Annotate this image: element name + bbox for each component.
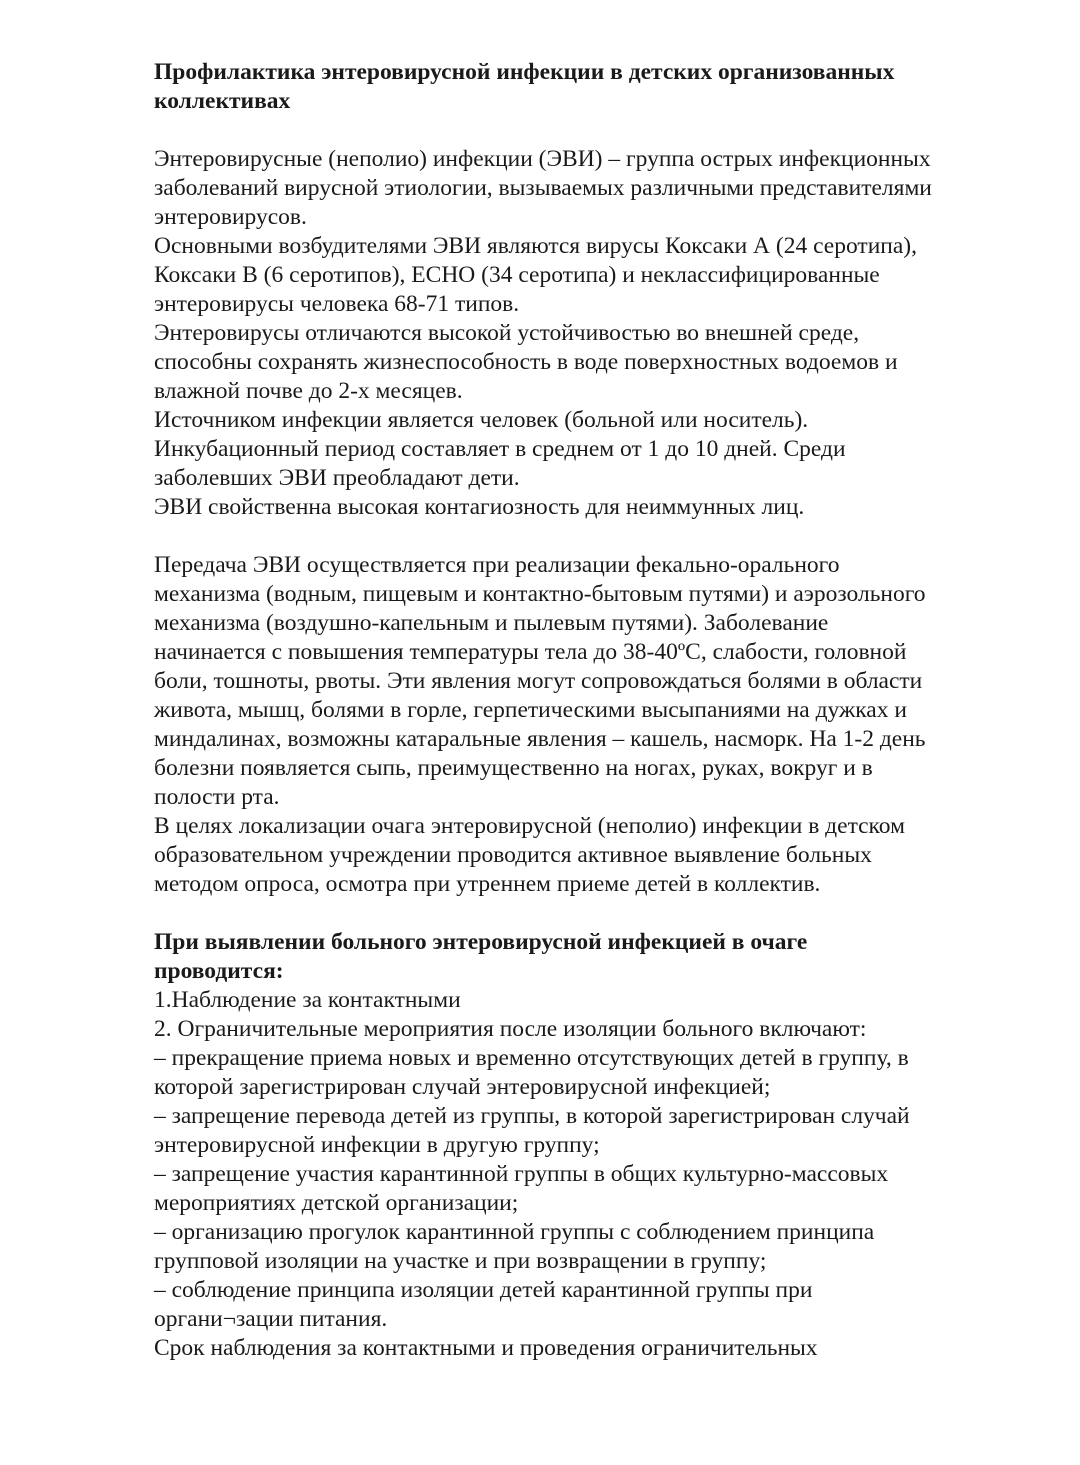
text-line: – прекращение приема новых и временно отсутствующих детей в группу, в (154, 1045, 909, 1071)
text-line: В целях локализации очага энтеровирусной (неполио) инфекции в детском (154, 813, 905, 839)
text-line: Источником инфекции является человек (больной или носитель). (154, 407, 809, 433)
document-title (154, 58, 1024, 116)
text-line: мероприятиях детской организации; (154, 1190, 519, 1216)
text-line: органи¬зации питания. (154, 1306, 388, 1332)
text-line: способны сохранять жизнеспособность в воде поверхностных водоемов и (154, 349, 898, 375)
text-line: которой зарегистрирован случай энтеровирусной инфекцией; (154, 1074, 771, 1100)
text-line: ЭВИ свойственна высокая контагиозность для неиммунных лиц. (154, 494, 805, 520)
text-line: живота, мышц, болями в горле, герпетическими высыпаниями на дужках и (154, 697, 907, 723)
paragraph-gap (154, 899, 1024, 928)
text-line: боли, тошноты, рвоты. Эти явления могут сопровождаться болями в области (154, 668, 923, 694)
text-line: Срок наблюдения за контактными и проведения ограничительных (154, 1335, 818, 1361)
document-page (154, 58, 1024, 1363)
subheading-line: проводится: (154, 958, 284, 984)
text-line: 1.Наблюдение за контактными (154, 987, 461, 1013)
text-line: 2. Ограничительные мероприятия после изоляции больного включают: (154, 1016, 867, 1042)
text-line: – организацию прогулок карантинной группы с соблюдением принципа (154, 1219, 875, 1245)
text-line: образовательном учреждении проводится активное выявление больных (154, 842, 872, 868)
text-line: Передача ЭВИ осуществляется при реализации фекально‑орального (154, 552, 840, 578)
text-line: Коксаки В (6 серотипов), ЕСНО (34 серотипа) и неклассифицированные (154, 262, 880, 288)
text-line: полости рта. (154, 784, 280, 810)
text-line: Основными возбудителями ЭВИ являются вирусы Коксаки А (24 серотипа), (154, 233, 917, 259)
text-line: – запрещение перевода детей из группы, в которой зарегистрирован случай (154, 1103, 910, 1129)
text-line: Энтеровирусные (неполио) инфекции (ЭВИ) – группа острых инфекционных (154, 146, 931, 172)
text-line: механизма (водным, пищевым и контактно‑бытовым путями) и аэрозольного (154, 581, 926, 607)
text-line: заболеваний вирусной этиологии, вызываемых различными представителями (154, 175, 932, 201)
text-line: начинается с повышения температуры тела до 38‑40ºС, слабости, головной (154, 639, 907, 665)
text-line: механизма (воздушно‑капельным и пылевым путями). Заболевание (154, 610, 829, 636)
text-line: Энтеровирусы отличаются высокой устойчивостью во внешней среде, (154, 320, 860, 346)
text-line: – запрещение участия карантинной группы в общих культурно‑массовых (154, 1161, 889, 1187)
section-measures (154, 986, 1024, 1363)
title-line: Профилактика энтеровирусной инфекции в детских организованных (154, 59, 895, 85)
text-line: – соблюдение принципа изоляции детей карантинной группы при (154, 1277, 813, 1303)
text-line: групповой изоляции на участке и при возвращении в группу; (154, 1248, 767, 1274)
text-line: методом опроса, осмотра при утреннем приеме детей в коллектив. (154, 871, 821, 897)
text-line: энтеровирусной инфекции в другую группу; (154, 1132, 600, 1158)
text-line: заболевших ЭВИ преобладают дети. (154, 465, 520, 491)
paragraph-gap (154, 116, 1024, 145)
text-line: Инкубационный период составляет в среднем от 1 до 10 дней. Среди (154, 436, 846, 462)
text-line: энтеровирусы человека 68‑71 типов. (154, 291, 520, 317)
text-line: энтеровирусов. (154, 204, 307, 230)
section-subheading (154, 928, 1024, 986)
text-line: болезни появляется сыпь, преимущественно на ногах, руках, вокруг и в (154, 755, 873, 781)
paragraph-gap (154, 522, 1024, 551)
subheading-line: При выявлении больного энтеровирусной инфекцией в очаге (154, 929, 808, 955)
text-line: миндалинах, возможны катаральные явления – кашель, насморк. На 1‑2 день (154, 726, 926, 752)
section-definition (154, 145, 1024, 522)
title-line: коллективах (154, 88, 291, 114)
section-transmission (154, 551, 1024, 899)
text-line: влажной почве до 2‑х месяцев. (154, 378, 463, 404)
